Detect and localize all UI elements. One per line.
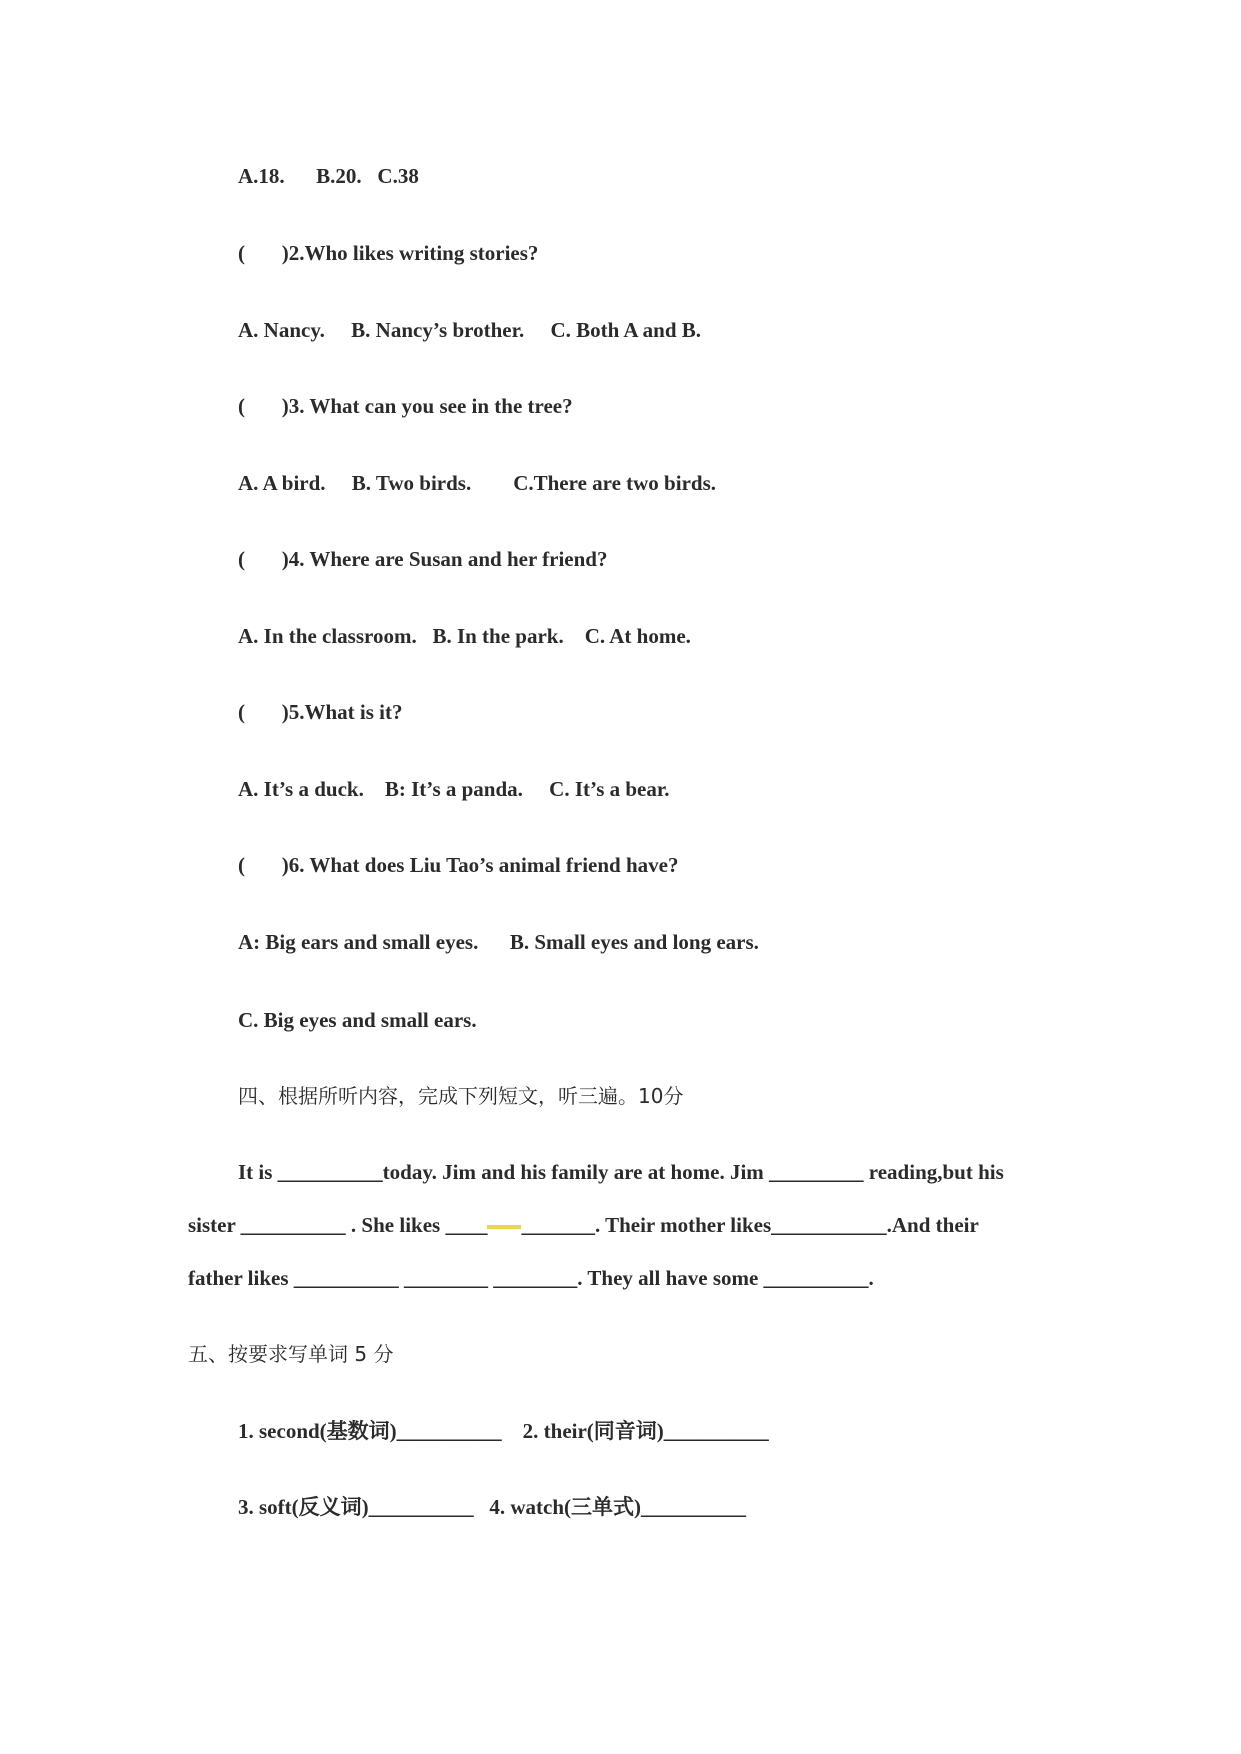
question-options-4: A. In the classroom. B. In the park. C. At home. [238, 624, 691, 648]
question-options-1: A.18. B.20. C.38 [238, 164, 419, 188]
question-options-2: A. Nancy. B. Nancy’s brother. C. Both A and B. [238, 318, 702, 342]
word-task-row-1: 1. second(基数词)__________ 2. their(同音词)__________ [238, 1419, 769, 1443]
question-2: ( )2.Who likes writing stories? [238, 241, 539, 265]
question-3: ( )3. What can you see in the tree? [238, 394, 573, 418]
word-task-row-2: 3. soft(反义词)__________ 4. watch(三单式)__________ [238, 1495, 747, 1519]
question-options-3: A. A bird. B. Two birds. C.There are two birds. [238, 471, 716, 495]
cloze-line-2 [188, 1212, 979, 1238]
question-options-5: A. It’s a duck. B: It’s a panda. C. It’s a bear. [238, 777, 670, 801]
cloze-line-1: It is __________today. Jim and his family are at home. Jim _________ reading,but his [238, 1160, 1004, 1184]
cloze-line-3: father likes __________ ________ ________. They all have some __________. [188, 1266, 874, 1290]
question-5: ( )5.What is it? [238, 700, 403, 724]
cloze-line-2a: sister __________ . She likes ____ [188, 1213, 488, 1237]
question-4: ( )4. Where are Susan and her friend? [238, 547, 608, 571]
section-4-title: 四、根据所听内容，完成下列短文，听三遍。10分 [238, 1084, 684, 1108]
question-options-6b: C. Big eyes and small ears. [238, 1008, 477, 1032]
question-6: ( )6. What does Liu Tao’s animal friend have? [238, 853, 679, 877]
question-options-6a: A: Big ears and small eyes. B. Small eyes and long ears. [238, 930, 759, 954]
section-5-title: 五、按要求写单词 5 分 [188, 1342, 394, 1366]
highlight-mark [487, 1225, 521, 1229]
cloze-line-2b: _______. Their mother likes___________.And their [521, 1213, 979, 1237]
